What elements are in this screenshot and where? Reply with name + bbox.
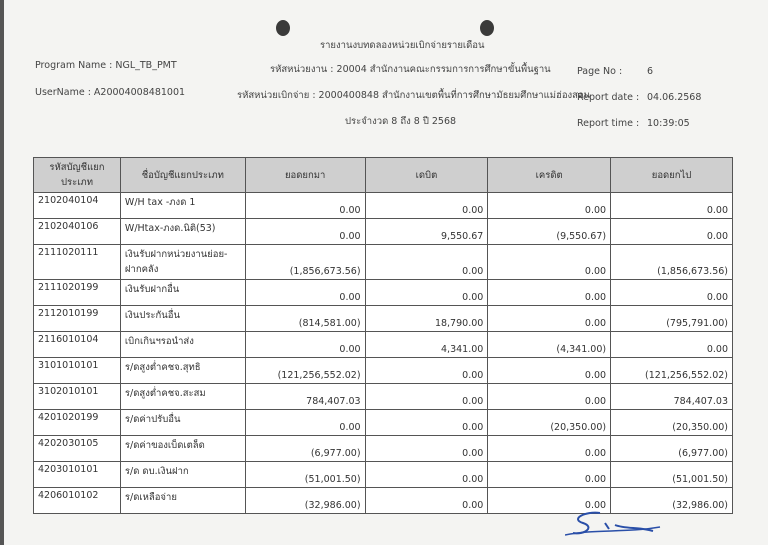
account-code: 4201020199 <box>34 410 121 436</box>
debit: 0.00 <box>365 245 488 280</box>
balance-carried-forward: (121,256,552.02) <box>611 358 733 384</box>
account-code: 2112010199 <box>34 306 121 332</box>
account-name: ร/ดสูงต่ำคชจ.สุทธิ <box>120 358 245 384</box>
debit: 0.00 <box>365 280 488 306</box>
disbursing-unit: รหัสหน่วยเบิกจ่าย : 2000400848 สำนักงานเขตพื้นที่การศึกษามัธยมศึกษาแม่ฮ่องสอน <box>237 90 591 101</box>
account-name: ร/ดสูงต่ำคชจ.สะสม <box>120 384 245 410</box>
debit: 0.00 <box>365 436 488 462</box>
debit: 0.00 <box>365 462 488 488</box>
balance-carried-forward: 0.00 <box>611 193 733 219</box>
credit: (9,550.67) <box>488 219 611 245</box>
credit: 0.00 <box>488 358 611 384</box>
debit: 0.00 <box>365 384 488 410</box>
report-time-label: Report time : <box>577 118 640 129</box>
balance-brought-forward: (1,856,673.56) <box>245 245 365 280</box>
credit: 0.00 <box>488 488 611 514</box>
account-name: W/Htax-ภงด.นิติ(53) <box>120 219 245 245</box>
debit: 9,550.67 <box>365 219 488 245</box>
column-header: เครดิต <box>488 158 611 193</box>
balance-carried-forward: (20,350.00) <box>611 410 733 436</box>
balance-brought-forward: 0.00 <box>245 410 365 436</box>
table-row <box>34 219 733 245</box>
report-time: 10:39:05 <box>647 118 690 129</box>
balance-brought-forward: (121,256,552.02) <box>245 358 365 384</box>
balance-brought-forward: 0.00 <box>245 193 365 219</box>
credit: 0.00 <box>488 436 611 462</box>
column-header: ชื่อบัญชีแยกประเภท <box>120 158 245 193</box>
debit: 18,790.00 <box>365 306 488 332</box>
username: UserName : A20004008481001 <box>35 87 186 98</box>
account-name: เงินประกันอื่น <box>120 306 245 332</box>
table-row <box>34 436 733 462</box>
account-name: ร/ดค่าของเบ็ดเตล็ด <box>120 436 245 462</box>
table-row <box>34 245 733 280</box>
debit: 4,341.00 <box>365 332 488 358</box>
account-code: 2116010104 <box>34 332 121 358</box>
balance-brought-forward: 0.00 <box>245 219 365 245</box>
credit: (4,341.00) <box>488 332 611 358</box>
trial-balance-table <box>33 157 733 514</box>
balance-brought-forward: (32,986.00) <box>245 488 365 514</box>
column-header: รหัสบัญชีแยกประเภท <box>34 158 121 193</box>
debit: 0.00 <box>365 488 488 514</box>
account-code: 3101010101 <box>34 358 121 384</box>
table-header <box>34 158 733 193</box>
table-row <box>34 280 733 306</box>
account-name: ร/ด ดบ.เงินฝาก <box>120 462 245 488</box>
balance-brought-forward: (6,977.00) <box>245 436 365 462</box>
punch-hole <box>480 20 494 36</box>
credit: 0.00 <box>488 462 611 488</box>
account-code: 4203010101 <box>34 462 121 488</box>
balance-brought-forward: (814,581.00) <box>245 306 365 332</box>
scan-edge <box>0 0 4 545</box>
credit: 0.00 <box>488 245 611 280</box>
account-code: 2111020111 <box>34 245 121 280</box>
balance-brought-forward: (51,001.50) <box>245 462 365 488</box>
page-no: 6 <box>647 66 654 77</box>
column-header: ยอดยกมา <box>245 158 365 193</box>
table-row <box>34 332 733 358</box>
balance-carried-forward: 0.00 <box>611 280 733 306</box>
debit: 0.00 <box>365 410 488 436</box>
account-code: 4206010102 <box>34 488 121 514</box>
account-code: 2111020199 <box>34 280 121 306</box>
debit: 0.00 <box>365 358 488 384</box>
account-code: 4202030105 <box>34 436 121 462</box>
period: ประจำงวด 8 ถึง 8 ปี 2568 <box>345 116 457 127</box>
debit: 0.00 <box>365 193 488 219</box>
credit: (20,350.00) <box>488 410 611 436</box>
balance-brought-forward: 0.00 <box>245 332 365 358</box>
balance-carried-forward: (795,791.00) <box>611 306 733 332</box>
balance-carried-forward: (32,986.00) <box>611 488 733 514</box>
balance-carried-forward: (6,977.00) <box>611 436 733 462</box>
balance-carried-forward: 0.00 <box>611 219 733 245</box>
program-name: Program Name : NGL_TB_PMT <box>35 60 177 71</box>
table-row <box>34 358 733 384</box>
account-name: W/H tax -ภงด 1 <box>120 193 245 219</box>
account-code: 2102040106 <box>34 219 121 245</box>
column-header: ยอดยกไป <box>611 158 733 193</box>
page-no-label: Page No : <box>577 66 623 77</box>
credit: 0.00 <box>488 384 611 410</box>
credit: 0.00 <box>488 280 611 306</box>
column-header: เดบิต <box>365 158 488 193</box>
table-row <box>34 306 733 332</box>
report-title: รายงานงบทดลองหน่วยเบิกจ่ายรายเดือน <box>320 40 485 51</box>
table-row <box>34 410 733 436</box>
balance-brought-forward: 784,407.03 <box>245 384 365 410</box>
report-date: 04.06.2568 <box>647 92 702 103</box>
account-name: เงินรับฝากหน่วยงานย่อย-ฝากคลัง <box>120 245 245 280</box>
table-row <box>34 384 733 410</box>
balance-carried-forward: 0.00 <box>611 332 733 358</box>
report-date-label: Report date : <box>577 92 640 103</box>
balance-brought-forward: 0.00 <box>245 280 365 306</box>
balance-carried-forward: 784,407.03 <box>611 384 733 410</box>
signature <box>565 505 665 540</box>
credit: 0.00 <box>488 193 611 219</box>
account-name: ร/ดเหลือจ่าย <box>120 488 245 514</box>
punch-hole <box>276 20 290 36</box>
account-name: ร/ดค่าปรับอื่น <box>120 410 245 436</box>
table-row <box>34 462 733 488</box>
agency: รหัสหน่วยงาน : 20004 สำนักงานคณะกรรมการการศึกษาขั้นพื้นฐาน <box>270 64 551 75</box>
table-row <box>34 193 733 219</box>
credit: 0.00 <box>488 306 611 332</box>
account-code: 2102040104 <box>34 193 121 219</box>
account-name: เงินรับฝากอื่น <box>120 280 245 306</box>
balance-carried-forward: (51,001.50) <box>611 462 733 488</box>
account-code: 3102010101 <box>34 384 121 410</box>
account-name: เบิกเกินฯรอนำส่ง <box>120 332 245 358</box>
balance-carried-forward: (1,856,673.56) <box>611 245 733 280</box>
